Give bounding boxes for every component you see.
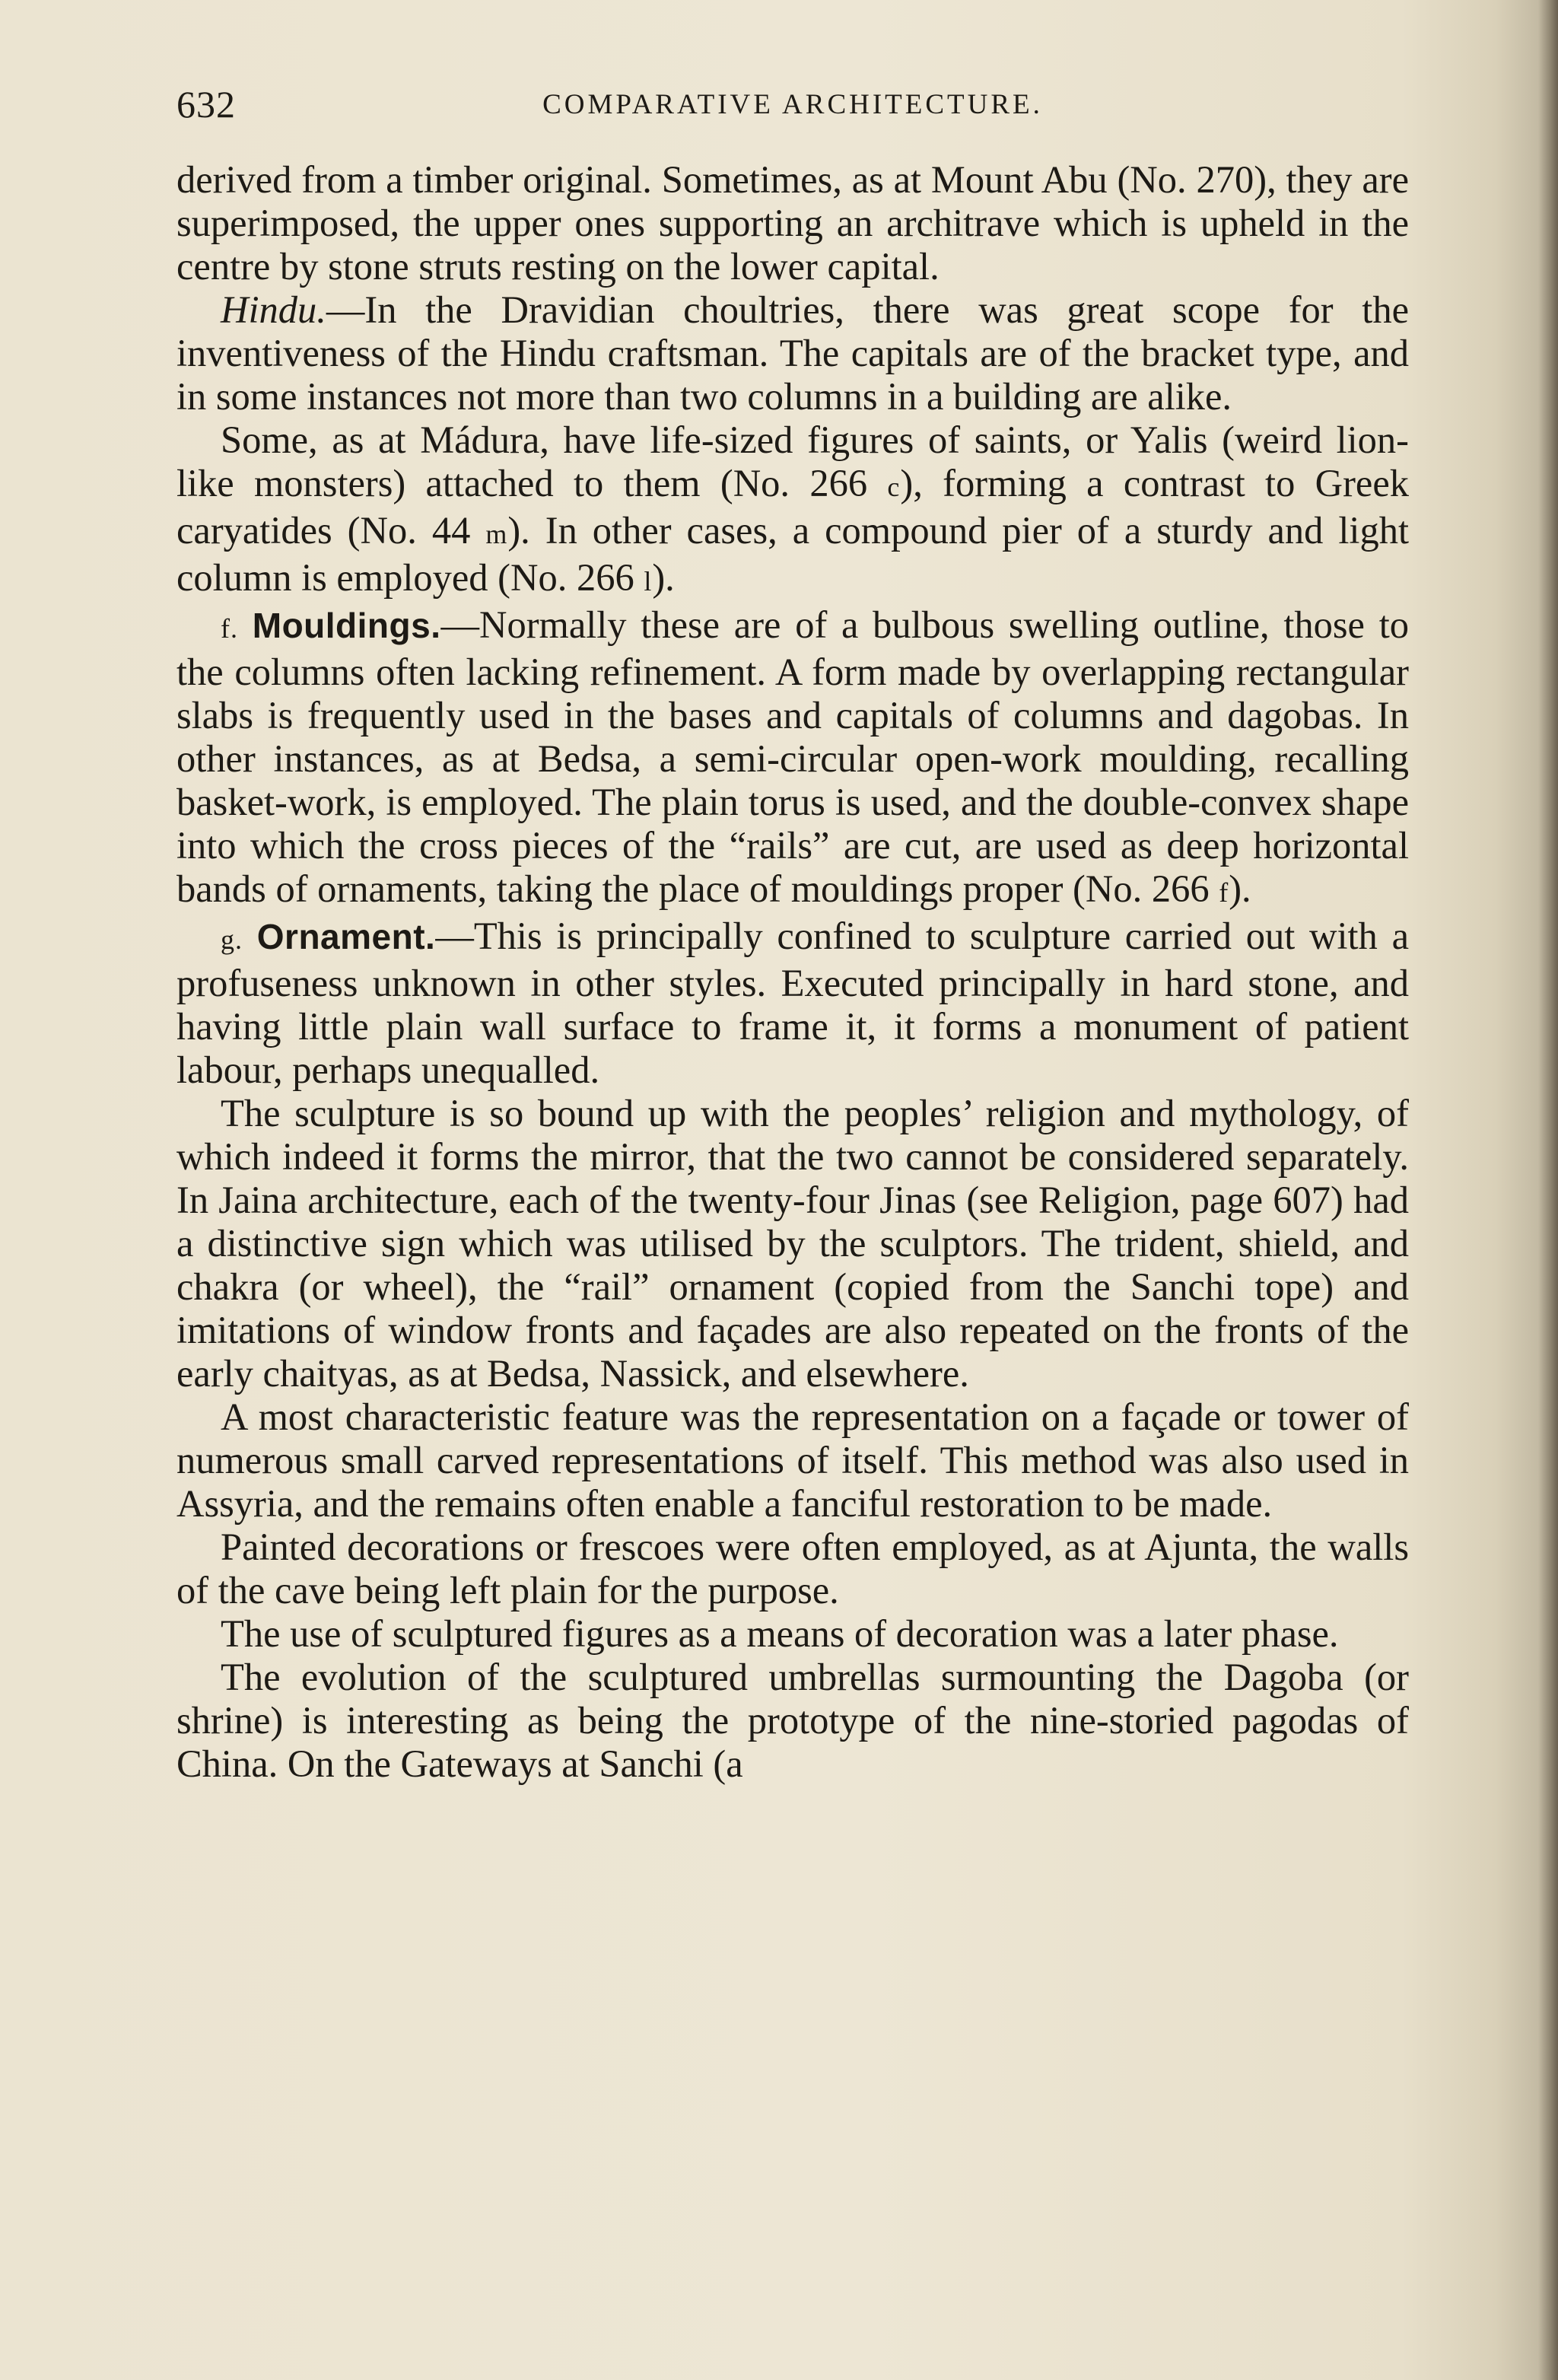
paragraph-text: —This is principally confined to sculpture carried out with a profuseness unknown in other styles. Executed principally in hard stone, and having little plain wall surface to frame it, it forms a monument of patient labour, perhaps unequalled. [176,915,1409,1091]
paragraph-painted [176,1526,1409,1612]
section-heading-ornament: Ornament. [256,917,436,956]
paragraph-hindu [176,288,1409,418]
paragraph-text: ), forming a contrast to Greek caryatides (No. 44 [176,462,1409,552]
paragraph-text: —Normally these are of a bulbous swelling outline, those to the columns often lacking refinement. A form made by overlapping rectangular slabs is frequently used in the bases and capitals of columns and dagobas. In other instances, as at Bedsa, a semi-circular open-work moulding, recalling basket-work, is employed. The plain torus is used, and the double-convex shape into which the cross pieces of the “rails” are cut, are used as deep horizontal bands of ornaments, taking the place of mouldings proper (No. 266 [176,603,1409,910]
paragraph-text: The use of sculptured figures as a means of decoration was a later phase. [221,1612,1339,1655]
page-header [176,82,1409,135]
paragraph-sculpture [176,1092,1409,1395]
paragraph-umbrellas [176,1656,1409,1786]
body-text [176,158,1409,1786]
paragraph-1 [176,158,1409,288]
paragraph-text: —In the Dravidian choultries, there was great scope for the inventiveness of the Hindu craftsman. The capitals are of the bracket type, and in some instances not more than two columns in a building are alike. [176,288,1409,418]
figure-ref: c [887,472,901,502]
paragraph-madura [176,418,1409,603]
subsection-lead: Hindu. [221,288,326,331]
running-head: COMPARATIVE ARCHITECTURE. [542,89,1043,120]
paragraph-characteristic [176,1395,1409,1526]
paragraph-text: ). [652,556,675,599]
figure-ref: f [1219,877,1229,908]
paragraph-text: ). [1229,867,1251,910]
page-number: 632 [176,83,236,126]
figure-ref: l [644,566,653,597]
paragraph-mouldings [176,603,1409,915]
paragraph-text: ). In other cases, a compound pier of a sturdy and light column is employed (No. 266 [176,509,1409,599]
paragraph-text: The sculpture is so bound up with the peoples’ religion and mythology, of which indeed it forms the mirror, that the two cannot be considered separately. In Jaina architecture, each of the twenty-four Jinas (see Religion, page 607) had a distinctive sign which was utilised by the sculptors. The trident, shield, and chakra (or wheel), the “rail” ornament (copied from the Sanchi tope) and imitations of window fronts and façades are also repeated on the fronts of the early chaityas, as at Bedsa, Nassick, and elsewhere. [176,1092,1409,1395]
section-heading-mouldings: Mouldings. [252,606,441,645]
paragraph-ornament [176,915,1409,1092]
page-edge-shadow [1538,0,1558,2380]
paragraph-text: The evolution of the sculptured umbrellas surmounting the Dagoba (or shrine) is interesting as being the prototype of the nine-storied pagodas of China. On the Gateways at Sanchi (a [176,1656,1409,1785]
paragraph-figures [176,1612,1409,1656]
paragraph-text: derived from a timber original. Sometimes, as at Mount Abu (No. 270), they are superimposed, the upper ones supporting an architrave which is upheld in the centre by stone struts resting on the lower capital. [176,158,1409,288]
section-letter: g. [221,924,243,955]
section-letter: f. [221,613,238,644]
paragraph-text: A most characteristic feature was the representation on a façade or tower of numerous small carved representations of itself. This method was also used in Assyria, and the remains often enable a fanciful restoration to be made. [176,1395,1409,1525]
figure-ref: m [485,519,508,549]
paragraph-text: Some, as at Mádura, have life-sized figures of saints, or Yalis (weird lion-like monsters) attached to them (No. 266 [176,418,1409,504]
paragraph-text: Painted decorations or frescoes were often employed, as at Ajunta, the walls of the cave being left plain for the purpose. [176,1526,1409,1612]
